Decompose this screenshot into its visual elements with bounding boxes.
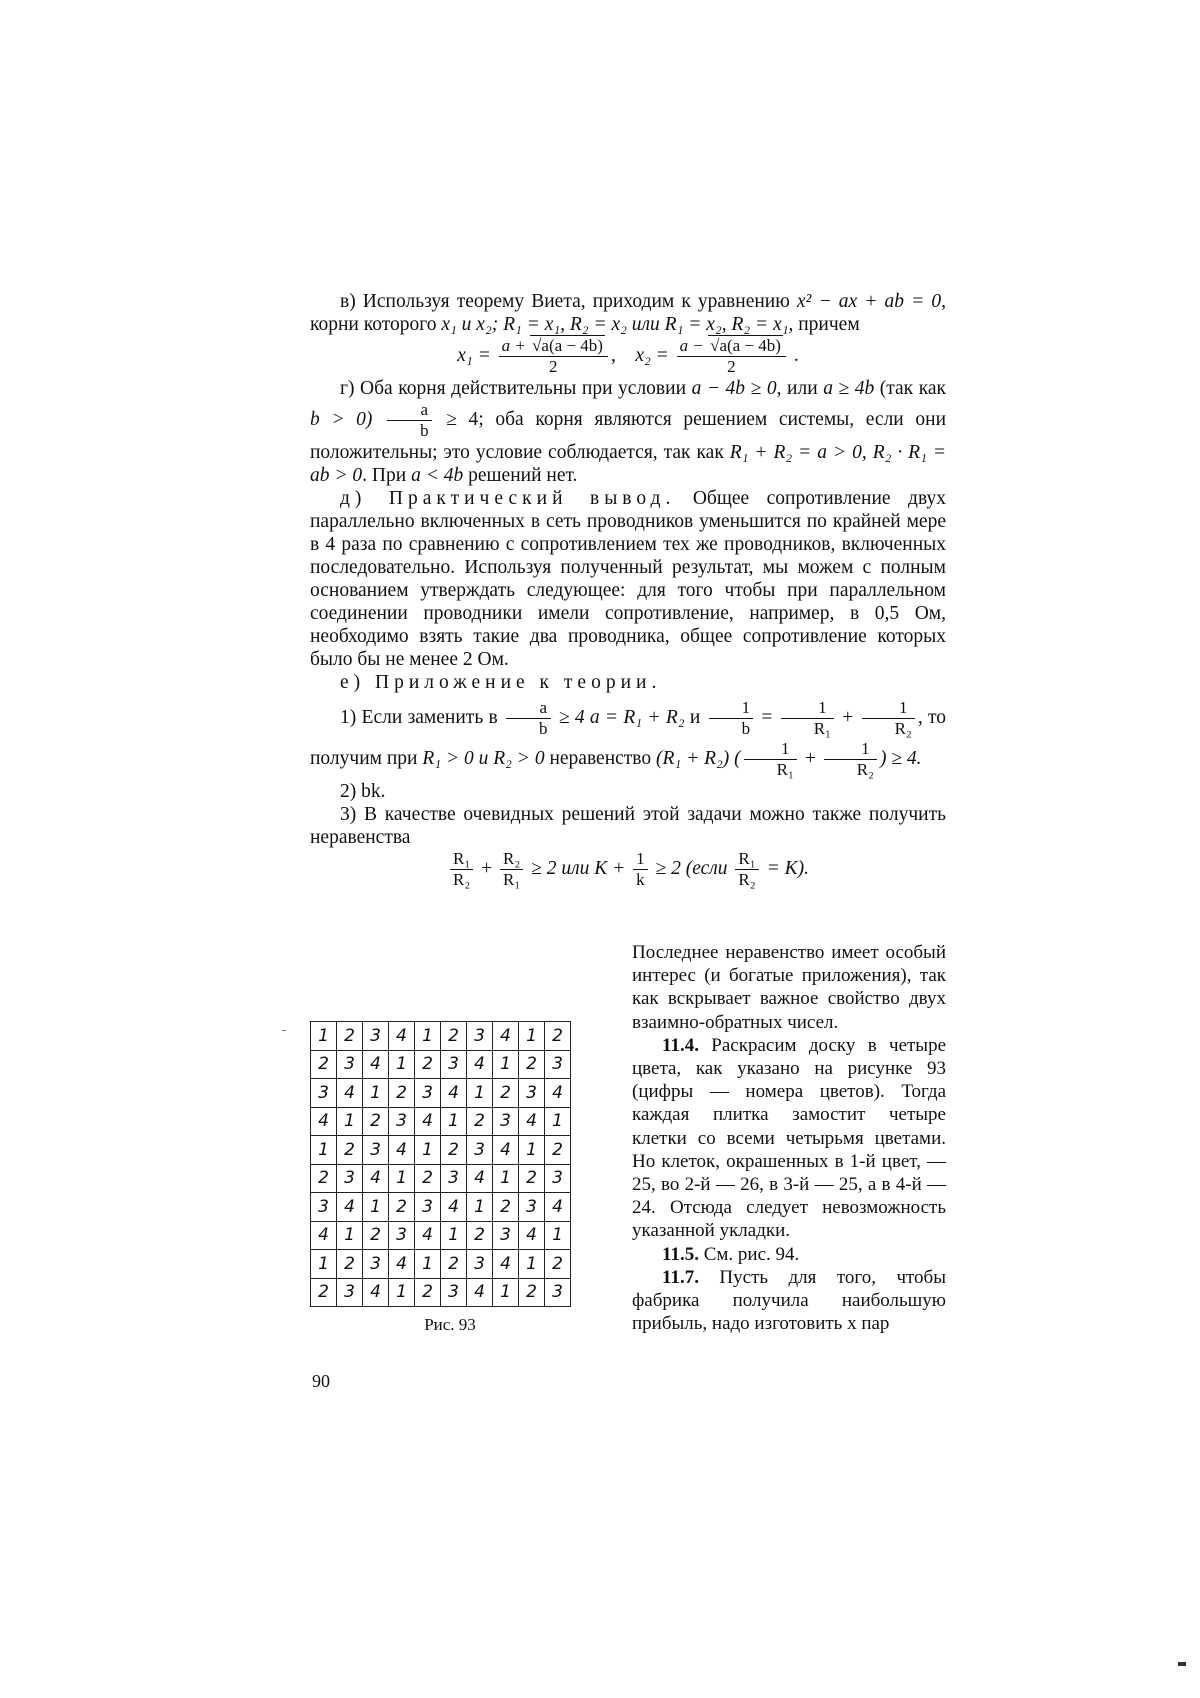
grid-cell: 1 <box>519 1250 545 1279</box>
grid-row <box>311 1136 571 1165</box>
grid-cell: 4 <box>389 1022 415 1051</box>
grid-cell: 4 <box>415 1221 441 1250</box>
grid-cell: 4 <box>519 1221 545 1250</box>
paragraph-11-4: 11.4. Раскрасим доску в четыре цвета, как указано на рисунке 93 (цифры — номера цветов). Тогда каждая плитка замостит четыре клетки со всеми четырьмя цветами. Но клеток, окрашенных в 1-й цвет, —25, во 2-й — 26, в 3-й — 25, а в 4-й — 24. Отсюда следует невозможность указанной укладки. <box>632 1034 946 1242</box>
grid-cell: 2 <box>493 1193 519 1222</box>
heading-practical: д) Практический вывод. <box>340 488 676 509</box>
grid-row <box>311 1022 571 1051</box>
grid-cell: 4 <box>493 1136 519 1165</box>
grid-row <box>311 1250 571 1279</box>
grid-cell: 3 <box>415 1079 441 1108</box>
page-number: 90 <box>312 1371 330 1391</box>
paragraph-e3: 3) В качестве очевидных решений этой задачи можно также получить неравенства <box>310 804 946 848</box>
grid-cell: 1 <box>389 1050 415 1079</box>
roots-definition: x₁ и x₂; R₁ = x₁, R₂ = x₂ или R₁ = x₂, R₂ = x₁, <box>441 314 794 335</box>
margin-tick <box>282 1030 286 1031</box>
grid-cell: 1 <box>415 1250 441 1279</box>
grid-cell: 4 <box>389 1136 415 1165</box>
grid-cell: 2 <box>415 1050 441 1079</box>
grid-cell: 3 <box>337 1278 363 1307</box>
grid-cell: 2 <box>545 1136 571 1165</box>
grid-cell: 3 <box>363 1022 389 1051</box>
grid-cell: 3 <box>467 1250 493 1279</box>
grid-cell: 3 <box>467 1022 493 1051</box>
grid-cell: 2 <box>545 1022 571 1051</box>
inequality-display: $\frac{\text{R₁}}{\text{R₂}}$ + $\frac{\text{R₂}}{\text{R₁}}$ ≥ 2 или K + $\frac{1}{k}$ ≥ 2 (если $\frac{\text{R₁}}{\text{R₂}}$ = K). <box>310 849 946 890</box>
grid-cell: 4 <box>441 1079 467 1108</box>
grid-cell: 2 <box>389 1079 415 1108</box>
figure-caption: Рис. 93 <box>424 1315 476 1334</box>
grid-cell: 3 <box>441 1278 467 1307</box>
grid-cell: 4 <box>545 1079 571 1108</box>
grid-cell: 2 <box>519 1278 545 1307</box>
equation-quadratic: x² − ax + ab = 0 <box>796 291 942 312</box>
grid-cell: 4 <box>467 1164 493 1193</box>
grid-cell: 2 <box>311 1278 337 1307</box>
grid-cell: 1 <box>337 1221 363 1250</box>
grid-cell: 3 <box>467 1136 493 1165</box>
grid-cell: 4 <box>493 1250 519 1279</box>
grid-cell: 4 <box>493 1022 519 1051</box>
grid-cell: 4 <box>519 1107 545 1136</box>
grid-cell: 3 <box>441 1050 467 1079</box>
grid-cell: 2 <box>519 1164 545 1193</box>
grid-cell: 2 <box>337 1250 363 1279</box>
page-text <box>310 290 946 890</box>
grid-cell: 2 <box>415 1164 441 1193</box>
grid-cell: 4 <box>467 1278 493 1307</box>
grid-cell: 1 <box>519 1136 545 1165</box>
grid-cell: 3 <box>311 1079 337 1108</box>
grid-cell: 2 <box>441 1250 467 1279</box>
grid-cell: 4 <box>545 1193 571 1222</box>
grid-cell: 1 <box>389 1164 415 1193</box>
grid-cell: 2 <box>415 1278 441 1307</box>
grid-cell: 4 <box>311 1107 337 1136</box>
grid-cell: 2 <box>389 1193 415 1222</box>
color-grid <box>310 1021 571 1307</box>
grid-cell: 3 <box>363 1136 389 1165</box>
roots-formula: x₁ = $\frac{a + √a(a - 4b)}{2}$ , x₂ = $\frac{a - √a(a - 4b)}{2}$ . <box>457 336 799 376</box>
grid-cell: 1 <box>545 1107 571 1136</box>
grid-cell: 2 <box>363 1221 389 1250</box>
grid-cell: 3 <box>337 1164 363 1193</box>
paragraph-g: г) Оба корня действительны при условии a − 4b ≥ 0, или a ≥ 4b (так как b > 0) $\frac{a}{b}$ ≥ 4; оба корня являются решением системы, если они положительны; это условие соблюдается, так как R₁ + R₂ = a > 0, R₂ · R₁ = ab > 0. При a < 4b решений нет. <box>310 378 947 486</box>
grid-cell: 3 <box>389 1221 415 1250</box>
grid-cell: 1 <box>311 1022 337 1051</box>
grid-row <box>311 1050 571 1079</box>
paragraph-v: в) Используя теорему Виета, приходим к уравнению x² − ax + ab = 0, корни которого x₁ и x₂; R₁ = x₁, R₂ = x₂ или R₁ = x₂, R₂ = x₁, причем <box>310 291 946 335</box>
grid-cell: 2 <box>363 1107 389 1136</box>
grid-cell: 3 <box>545 1164 571 1193</box>
grid-cell: 3 <box>363 1250 389 1279</box>
grid-cell: 1 <box>467 1079 493 1108</box>
grid-cell: 1 <box>415 1022 441 1051</box>
grid-cell: 2 <box>519 1050 545 1079</box>
grid-cell: 3 <box>441 1164 467 1193</box>
grid-cell: 3 <box>415 1193 441 1222</box>
grid-cell: 2 <box>467 1221 493 1250</box>
grid-row <box>311 1221 571 1250</box>
grid-cell: 1 <box>311 1136 337 1165</box>
paragraph-e1: 1) Если заменить в $\frac{a}{b}$ ≥ 4 a = R₁ + R₂ и $\frac{1}{b}$ = $\frac{1}{\text{R₁}}$ + $\frac{1}{\text{R₂}}$ , то получим при R₁ > 0 и R₂ > 0 неравенство (R₁ + R₂) ( $\frac{1}{\text{R₁}}$ + $\frac{1}{\text{R₂}}$ ) ≥ 4. <box>310 698 947 779</box>
grid-cell: 2 <box>311 1164 337 1193</box>
grid-cell: 1 <box>441 1107 467 1136</box>
paragraph-11-5: 11.5. См. рис. 94. <box>662 1243 800 1265</box>
grid-cell: 2 <box>441 1022 467 1051</box>
grid-cell: 4 <box>441 1193 467 1222</box>
grid-cell: 4 <box>311 1221 337 1250</box>
grid-cell: 1 <box>363 1193 389 1222</box>
a-over-b: $\frac{a}{b}$ <box>387 400 432 441</box>
grid-row <box>311 1278 571 1307</box>
grid-cell: 3 <box>493 1107 519 1136</box>
heading-application: е) Приложение к теории. <box>340 672 662 693</box>
grid-cell: 1 <box>441 1221 467 1250</box>
grid-cell: 1 <box>545 1221 571 1250</box>
grid-cell: 1 <box>493 1164 519 1193</box>
grid-cell: 2 <box>337 1136 363 1165</box>
grid-cell: 4 <box>363 1050 389 1079</box>
grid-cell: 4 <box>467 1050 493 1079</box>
paragraph-e2: 2) bk. <box>340 781 386 802</box>
grid-cell: 1 <box>467 1193 493 1222</box>
grid-cell: 4 <box>363 1164 389 1193</box>
grid-cell: 1 <box>311 1250 337 1279</box>
grid-cell: 1 <box>415 1136 441 1165</box>
paragraph-last: Последнее неравенство имеет особый интерес (и богатые приложения), так как вскрывает важное свойство двух взаимно-обратных чисел. <box>632 942 946 1033</box>
grid-cell: 2 <box>441 1136 467 1165</box>
grid-cell: 2 <box>467 1107 493 1136</box>
x1-fraction: $\frac{a + √a(a - 4b)}{2}$ <box>499 336 608 377</box>
figure-93 <box>310 1020 590 1335</box>
grid-cell: 3 <box>519 1079 545 1108</box>
right-column <box>632 941 946 1335</box>
grid-cell: 4 <box>337 1079 363 1108</box>
grid-cell: 3 <box>545 1278 571 1307</box>
grid-cell: 3 <box>493 1221 519 1250</box>
paragraph-11-7: 11.7. Пусть для того, чтобы фабрика получила наибольшую прибыль, надо изготовить x пар <box>632 1266 946 1335</box>
grid-cell: 3 <box>311 1193 337 1222</box>
scan-mark <box>1178 1662 1186 1666</box>
grid-cell: 4 <box>363 1278 389 1307</box>
grid-cell: 1 <box>389 1278 415 1307</box>
grid-row <box>311 1164 571 1193</box>
grid-cell: 4 <box>337 1193 363 1222</box>
grid-cell: 2 <box>337 1022 363 1051</box>
grid-cell: 4 <box>415 1107 441 1136</box>
grid-cell: 3 <box>519 1193 545 1222</box>
grid-cell: 3 <box>389 1107 415 1136</box>
grid-cell: 1 <box>363 1079 389 1108</box>
x2-fraction: $\frac{a - √a(a - 4b)}{2}$ <box>677 336 786 377</box>
grid-row <box>311 1079 571 1108</box>
grid-cell: 1 <box>519 1022 545 1051</box>
grid-cell: 4 <box>389 1250 415 1279</box>
grid-cell: 1 <box>493 1278 519 1307</box>
grid-cell: 2 <box>545 1250 571 1279</box>
grid-row <box>311 1107 571 1136</box>
paragraph-d: д) Практический вывод. Общее сопротивление двух параллельно включенных в сеть проводников уменьшится по крайней мере в 4 раза по сравнению с сопротивлением тех же проводников, включенных последовательно. Используя полученный результат, мы можем с полным основанием утверждать следующее: для того чтобы при параллельном соединении проводники имели сопротивление, например, в 0,5 Ом, необходимо взять такие два проводника, общее сопротивление которых было бы не менее 2 Ом. <box>310 488 946 670</box>
grid-cell: 1 <box>493 1050 519 1079</box>
grid-cell: 1 <box>337 1107 363 1136</box>
grid-cell: 2 <box>493 1079 519 1108</box>
grid-row <box>311 1193 571 1222</box>
grid-cell: 3 <box>337 1050 363 1079</box>
grid-cell: 2 <box>311 1050 337 1079</box>
grid-cell: 3 <box>545 1050 571 1079</box>
